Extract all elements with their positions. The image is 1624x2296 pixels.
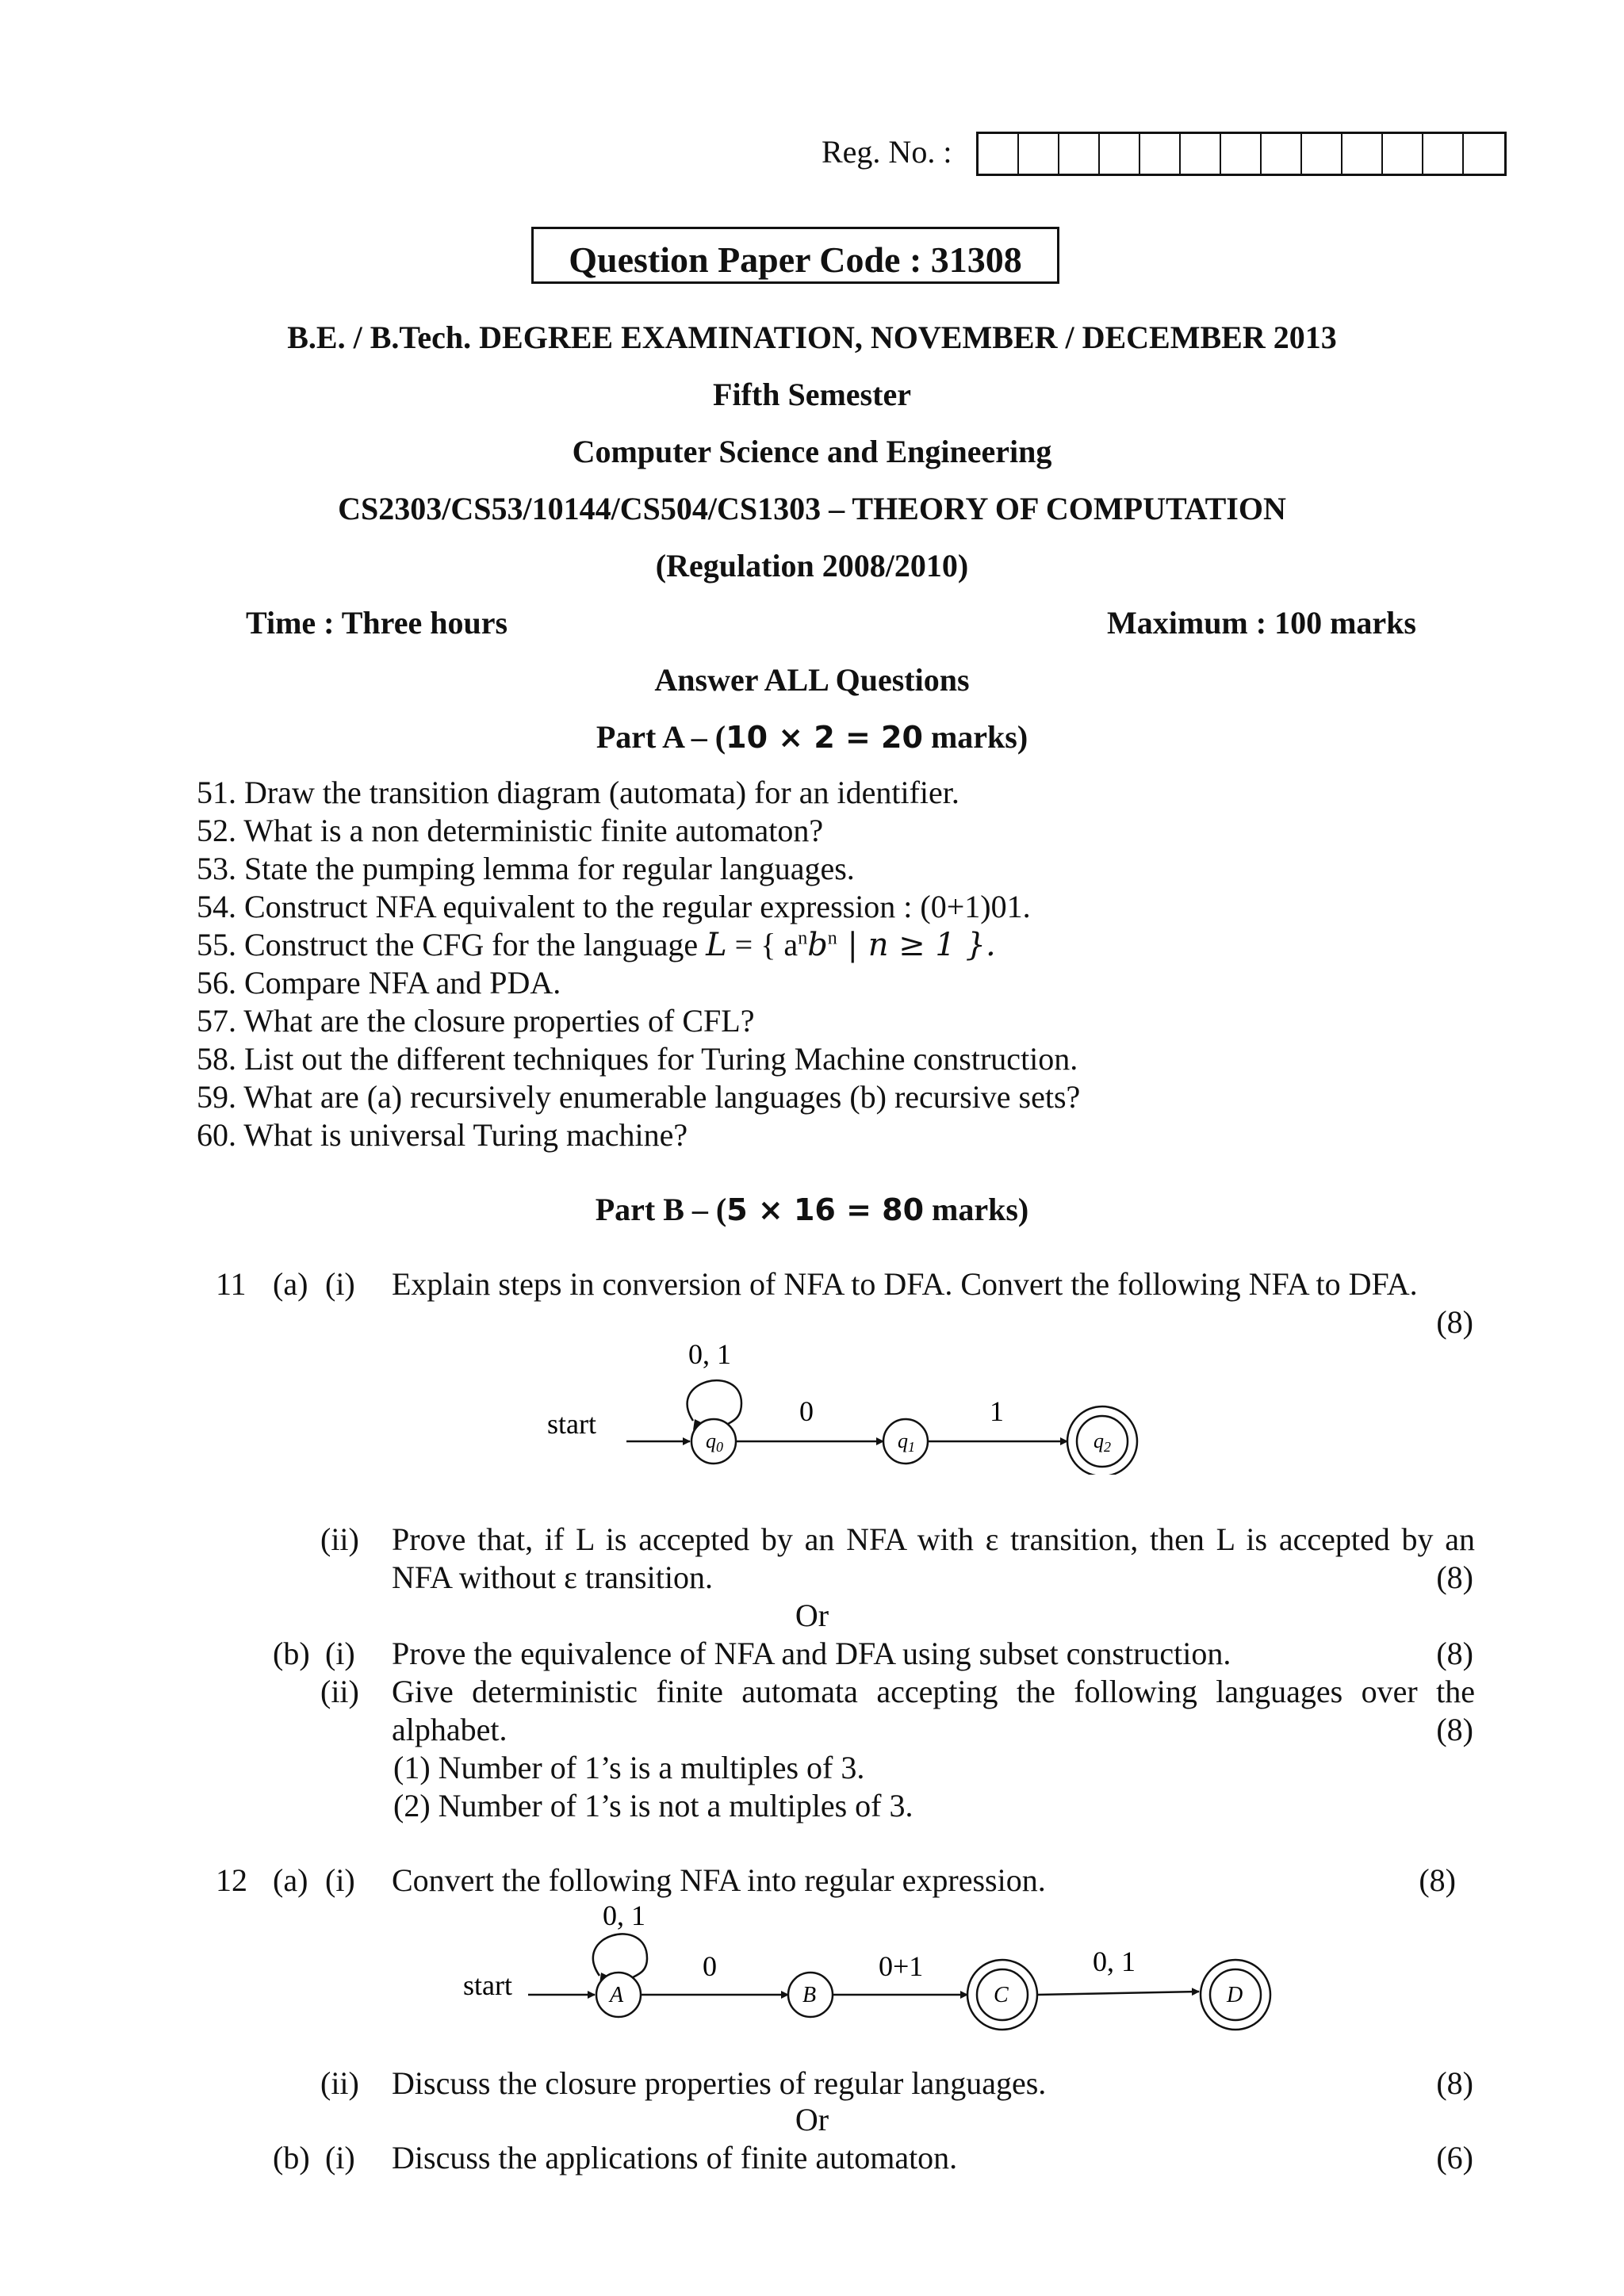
nfa-diagram-q12	[460, 1895, 1285, 2038]
state-C-label: C	[994, 1983, 1009, 2007]
q11-or: Or	[795, 1598, 829, 1633]
time-label: Time : Three hours	[246, 605, 508, 641]
q12-a-i-marks: (8)	[1419, 1862, 1456, 1898]
loop-label-2: 0, 1	[603, 1900, 645, 1931]
part-a-question: 52. What is a non deterministic finite automaton?	[197, 813, 824, 848]
reg-no-box	[1423, 134, 1464, 174]
semester: Fifth Semester	[713, 377, 911, 412]
q11-b-ii-label: (ii)	[320, 1674, 359, 1709]
q12-or: Or	[795, 2102, 829, 2137]
start-label: start	[547, 1408, 596, 1440]
regulation: (Regulation 2008/2010)	[655, 548, 969, 584]
q12-a-ii-label: (ii)	[320, 2065, 359, 2101]
part-a-question: 58. List out the different techniques for Turing Machine construction.	[197, 1041, 1078, 1077]
q12-a-ii-text: Discuss the closure properties of regular languages.	[392, 2065, 1047, 2101]
q11-b-i-marks: (8)	[1436, 1636, 1473, 1671]
part-a-question: 59. What are (a) recursively enumerable languages (b) recursive sets?	[197, 1079, 1081, 1115]
start-label-2: start	[463, 1969, 512, 2001]
reg-no-box	[1342, 134, 1383, 174]
state-q2-label: q2	[1094, 1429, 1111, 1455]
q11-b-i-label: (i)	[325, 1636, 355, 1671]
part-a-title: Part A – (10 × 2 = 20 marks)	[596, 719, 1028, 755]
state-B-label: B	[802, 1983, 817, 2007]
reg-no-box	[1262, 134, 1302, 174]
part-b-title: Part B – (5 × 16 = 80 marks)	[595, 1192, 1029, 1227]
reg-no-box	[1383, 134, 1423, 174]
q12-a-label: (a)	[273, 1862, 308, 1898]
reg-no-box	[1221, 134, 1262, 174]
q11-a-ii-label: (ii)	[320, 1521, 359, 1557]
q12-b-i-marks: (6)	[1436, 2140, 1473, 2175]
reg-no-label: Reg. No. :	[822, 134, 952, 170]
part-a-question: 51. Draw the transition diagram (automata) for an identifier.	[197, 775, 959, 810]
q11-number: 11	[216, 1266, 247, 1302]
state-A-label: A	[610, 1983, 624, 2007]
q12-a-i-text: Convert the following NFA into regular expression.	[392, 1862, 1046, 1898]
q11-b-ii-line1: Give deterministic finite automata accepting the following languages over the	[392, 1674, 1475, 1709]
self-loop-q0	[688, 1380, 741, 1424]
self-loop-A	[593, 1934, 647, 1977]
state-D-label: D	[1227, 1983, 1243, 2007]
reg-no-boxes	[976, 132, 1507, 176]
subject-title: CS2303/CS53/10144/CS504/CS1303 – THEORY OF COMPUTATION	[338, 491, 1286, 526]
reg-no-box	[1140, 134, 1181, 174]
question-paper-code: Question Paper Code : 31308	[531, 227, 1059, 284]
edge-C-D	[1037, 1992, 1199, 1995]
q11-b-ii-line2: alphabet.	[392, 1712, 508, 1747]
q12-a-i-label: (i)	[325, 1862, 355, 1898]
edge-q0-q1-label: 0	[799, 1395, 814, 1427]
part-a-question: 56. Compare NFA and PDA.	[197, 965, 561, 1001]
q12-b-i-text: Discuss the applications of finite automaton.	[392, 2140, 958, 2175]
q55-language-expression: L = { $a^nb^n$ | n ≥ 1 }.	[706, 927, 996, 963]
nfa-diagram-q11	[547, 1332, 1182, 1475]
q11-a-ii-marks: (8)	[1436, 1559, 1473, 1595]
part-a-question: 60. What is universal Turing machine?	[197, 1117, 688, 1153]
loop-label: 0, 1	[688, 1338, 731, 1370]
q12-number: 12	[216, 1862, 247, 1898]
instruction: Answer ALL Questions	[654, 662, 970, 698]
q11-b-label: (b)	[273, 1636, 310, 1671]
exam-title: B.E. / B.Tech. DEGREE EXAMINATION, NOVEMBER / DECEMBER 2013	[287, 320, 1337, 355]
q11-b-ii-item-2: (2) Number of 1’s is not a multiples of 3.	[393, 1788, 914, 1823]
q12-a-ii-marks: (8)	[1436, 2065, 1473, 2101]
edge-C-D-label: 0, 1	[1093, 1946, 1136, 1977]
department: Computer Science and Engineering	[572, 434, 1052, 469]
q11-b-i-text: Prove the equivalence of NFA and DFA using subset construction.	[392, 1636, 1231, 1671]
state-q0-label: q0	[706, 1429, 723, 1455]
q11-a-i-label: (i)	[325, 1266, 355, 1302]
state-q1-label: q1	[898, 1429, 915, 1455]
q11-b-ii-item-1: (1) Number of 1’s is a multiples of 3.	[393, 1750, 865, 1785]
q11-a-i-text: Explain steps in conversion of NFA to DFA. Convert the following NFA to DFA.	[392, 1266, 1418, 1302]
part-a-question: 54. Construct NFA equivalent to the regular expression : (0+1)01.	[197, 889, 1031, 924]
reg-no-box	[1019, 134, 1059, 174]
edge-B-C-label: 0+1	[879, 1950, 924, 1982]
part-a-question: 55. Construct the CFG for the language L = { $a^nb^n$ | n ≥ 1 }.	[197, 927, 996, 963]
part-a-question: 57. What are the closure properties of CFL?	[197, 1003, 755, 1039]
q11-a-i-marks: (8)	[1436, 1304, 1473, 1340]
max-marks: Maximum : 100 marks	[1107, 605, 1416, 641]
edge-q1-q2-label: 1	[990, 1395, 1004, 1427]
reg-no-box	[1181, 134, 1221, 174]
reg-no-box	[1464, 134, 1504, 174]
part-a-question: 53. State the pumping lemma for regular languages.	[197, 851, 855, 886]
reg-no-box	[1059, 134, 1100, 174]
q12-b-i-label: (i)	[325, 2140, 355, 2175]
q12-b-label: (b)	[273, 2140, 310, 2175]
q11-a-ii-line2: NFA without ε transition.	[392, 1559, 713, 1595]
q11-a-ii-line1: Prove that, if L is accepted by an NFA with ε transition, then L is accepted by an	[392, 1521, 1475, 1557]
reg-no-box	[1100, 134, 1140, 174]
q11-a-label: (a)	[273, 1266, 308, 1302]
edge-A-B-label: 0	[703, 1950, 717, 1982]
reg-no-box	[979, 134, 1019, 174]
q11-b-ii-marks: (8)	[1436, 1712, 1473, 1747]
reg-no-box	[1302, 134, 1342, 174]
